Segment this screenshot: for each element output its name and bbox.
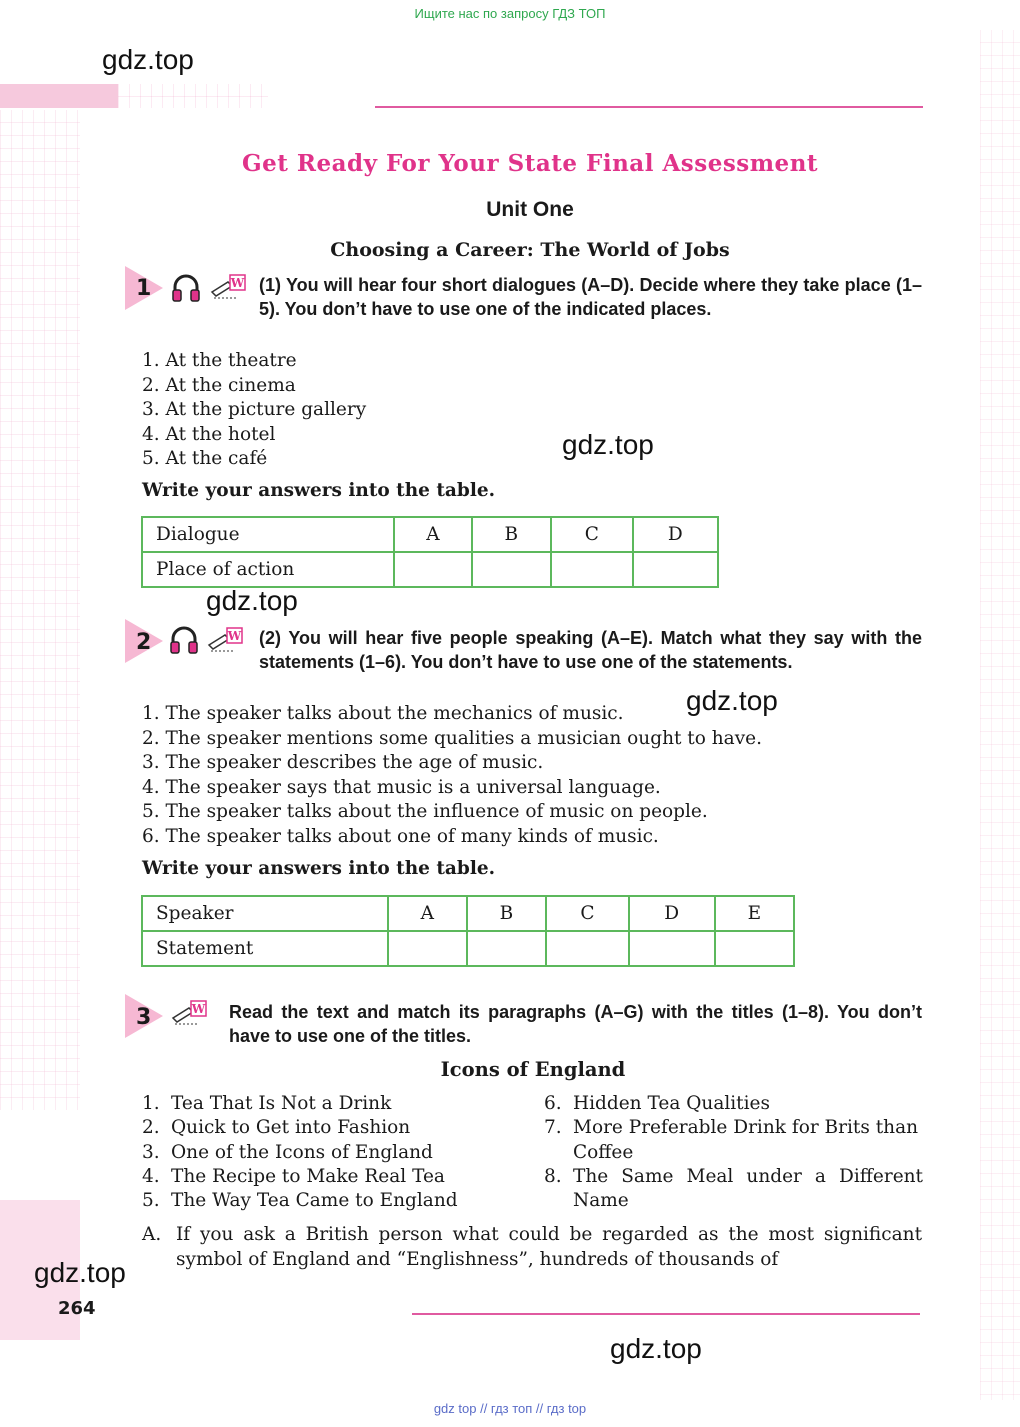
table-row — [142, 517, 718, 552]
answer-cell[interactable] — [629, 931, 715, 966]
titles-list-right — [544, 1092, 924, 1213]
page-title: Get Ready For Your State Final Assessment — [241, 150, 819, 177]
table-cell: C — [546, 896, 629, 931]
list-item: 6. The speaker talks about one of many kinds of music. — [142, 825, 659, 847]
exercise-task: (2) You will hear five people speaking (A–E). Match what they say with the statements (1–6). You don’t have to use one of the statements. — [259, 628, 922, 672]
writing-icon — [207, 627, 243, 655]
table-cell: B — [472, 517, 551, 552]
list-item: 4. At the hotel — [142, 423, 276, 445]
list-item — [142, 1092, 532, 1116]
headphones-icon — [168, 624, 200, 656]
item-number: 5. — [142, 1190, 160, 1212]
watermark: gdz.top — [34, 1257, 126, 1288]
item-text: The Same Meal under a Different Name — [573, 1165, 923, 1212]
text-title: Icons of England — [440, 1058, 626, 1081]
answer-cell[interactable] — [551, 552, 633, 587]
table-cell: A — [388, 896, 467, 931]
table-row — [142, 896, 794, 931]
svg-text:W: W — [191, 1002, 206, 1016]
table-cell: D — [633, 517, 718, 552]
watermark: gdz.top — [102, 44, 194, 75]
answer-table-2 — [141, 895, 795, 967]
list-item — [142, 1141, 532, 1165]
list-item: 5. At the café — [142, 448, 268, 469]
list-item — [142, 1165, 532, 1189]
top-banner: Ищите нас по запросу ГДЗ ТОП — [414, 6, 606, 21]
paragraph-text: If you ask a British person what could be regarded as the most significant symbol of England and “Englishness”, hundreds of thousands of — [176, 1224, 922, 1270]
table-cell: Speaker — [142, 896, 388, 931]
table-row — [142, 931, 794, 966]
section-subtitle: Choosing a Career: The World of Jobs — [330, 239, 730, 261]
item-number: 7. — [544, 1117, 562, 1139]
item-number: 8. — [544, 1165, 562, 1187]
table-cell: Place of action — [142, 552, 394, 587]
page-number: 264 — [58, 1298, 96, 1319]
watermark: gdz.top — [610, 1333, 702, 1364]
writing-icon — [210, 274, 246, 302]
exercise-number: 3 — [136, 1005, 152, 1030]
exercise-number: 2 — [136, 630, 152, 655]
table-cell: A — [394, 517, 472, 552]
statements-list — [142, 702, 762, 849]
list-item — [544, 1092, 924, 1116]
header-rule — [375, 106, 923, 108]
titles-list-left — [142, 1092, 532, 1213]
table-cell: Dialogue — [142, 517, 394, 552]
answer-cell[interactable] — [546, 931, 629, 966]
answer-cell[interactable] — [388, 931, 467, 966]
answer-cell[interactable] — [394, 552, 472, 587]
item-text: The Recipe to Make Real Tea — [171, 1165, 445, 1187]
item-text: More Preferable Drink for Brits than Coffee — [573, 1117, 919, 1163]
table-instruction: Write your answers into the table. — [142, 480, 496, 501]
list-item: 2. The speaker mentions some qualities a musician ought to have. — [142, 727, 762, 749]
item-text: Quick to Get into Fashion — [171, 1117, 411, 1139]
table-instruction: Write your answers into the table. — [142, 858, 496, 879]
header-pink-bar — [0, 84, 118, 108]
footer-rule — [412, 1313, 920, 1315]
list-item — [544, 1116, 924, 1165]
header-pattern — [118, 84, 268, 108]
table-cell: D — [629, 896, 715, 931]
table-cell: Statement — [142, 931, 388, 966]
exercise-task: (1) You will hear four short dialogues (A–D). Decide where they take place (1–5). You don’t have to use one of the indicated places. — [259, 275, 922, 319]
watermark: gdz.top — [206, 585, 298, 616]
paragraph-letter: A. — [142, 1224, 162, 1245]
list-item: 5. The speaker talks about the influence of music on people. — [142, 801, 708, 822]
list-item: 2. At the cinema — [142, 374, 296, 396]
list-item: 4. The speaker says that music is a universal language. — [142, 776, 661, 798]
unit-title: Unit One — [486, 198, 574, 221]
list-item: 1. At the theatre — [142, 350, 297, 371]
svg-text:W: W — [230, 276, 245, 290]
answer-cell[interactable] — [472, 552, 551, 587]
table-cell: E — [715, 896, 794, 931]
item-number: 2. — [142, 1117, 160, 1139]
list-item — [142, 1116, 532, 1140]
list-item — [142, 1189, 532, 1213]
item-text: Tea That Is Not a Drink — [171, 1093, 392, 1114]
answer-cell[interactable] — [633, 552, 718, 587]
headphones-icon — [170, 272, 202, 304]
exercise-number: 1 — [136, 276, 152, 301]
footer-links: gdz top // гдз топ // гдз top — [433, 1401, 587, 1416]
watermark: gdz.top — [686, 685, 778, 716]
answer-cell[interactable] — [467, 931, 547, 966]
table-cell: C — [551, 517, 633, 552]
item-number: 3. — [142, 1141, 160, 1163]
watermark: gdz.top — [562, 429, 654, 460]
item-number: 4. — [142, 1165, 160, 1187]
svg-text:W: W — [227, 629, 242, 643]
item-number: 6. — [544, 1093, 562, 1114]
item-number: 1. — [142, 1093, 160, 1114]
places-list — [142, 349, 366, 472]
list-item: 1. The speaker talks about the mechanics of music. — [142, 703, 624, 724]
table-cell: B — [467, 896, 547, 931]
answer-table-1 — [141, 516, 719, 588]
writing-icon — [171, 1000, 207, 1028]
list-item — [544, 1165, 924, 1214]
right-margin-pattern — [980, 30, 1020, 1400]
list-item: 3. At the picture gallery — [142, 399, 367, 420]
item-text: One of the Icons of England — [171, 1141, 433, 1163]
answer-cell[interactable] — [715, 931, 794, 966]
item-text: Hidden Tea Qualities — [573, 1093, 770, 1114]
list-item: 3. The speaker describes the age of music. — [142, 752, 544, 773]
exercise-task: Read the text and match its paragraphs (A–G) with the titles (1–8). You don’t have to use one of the titles. — [229, 1002, 922, 1046]
table-row — [142, 552, 718, 587]
item-text: The Way Tea Came to England — [171, 1190, 458, 1212]
